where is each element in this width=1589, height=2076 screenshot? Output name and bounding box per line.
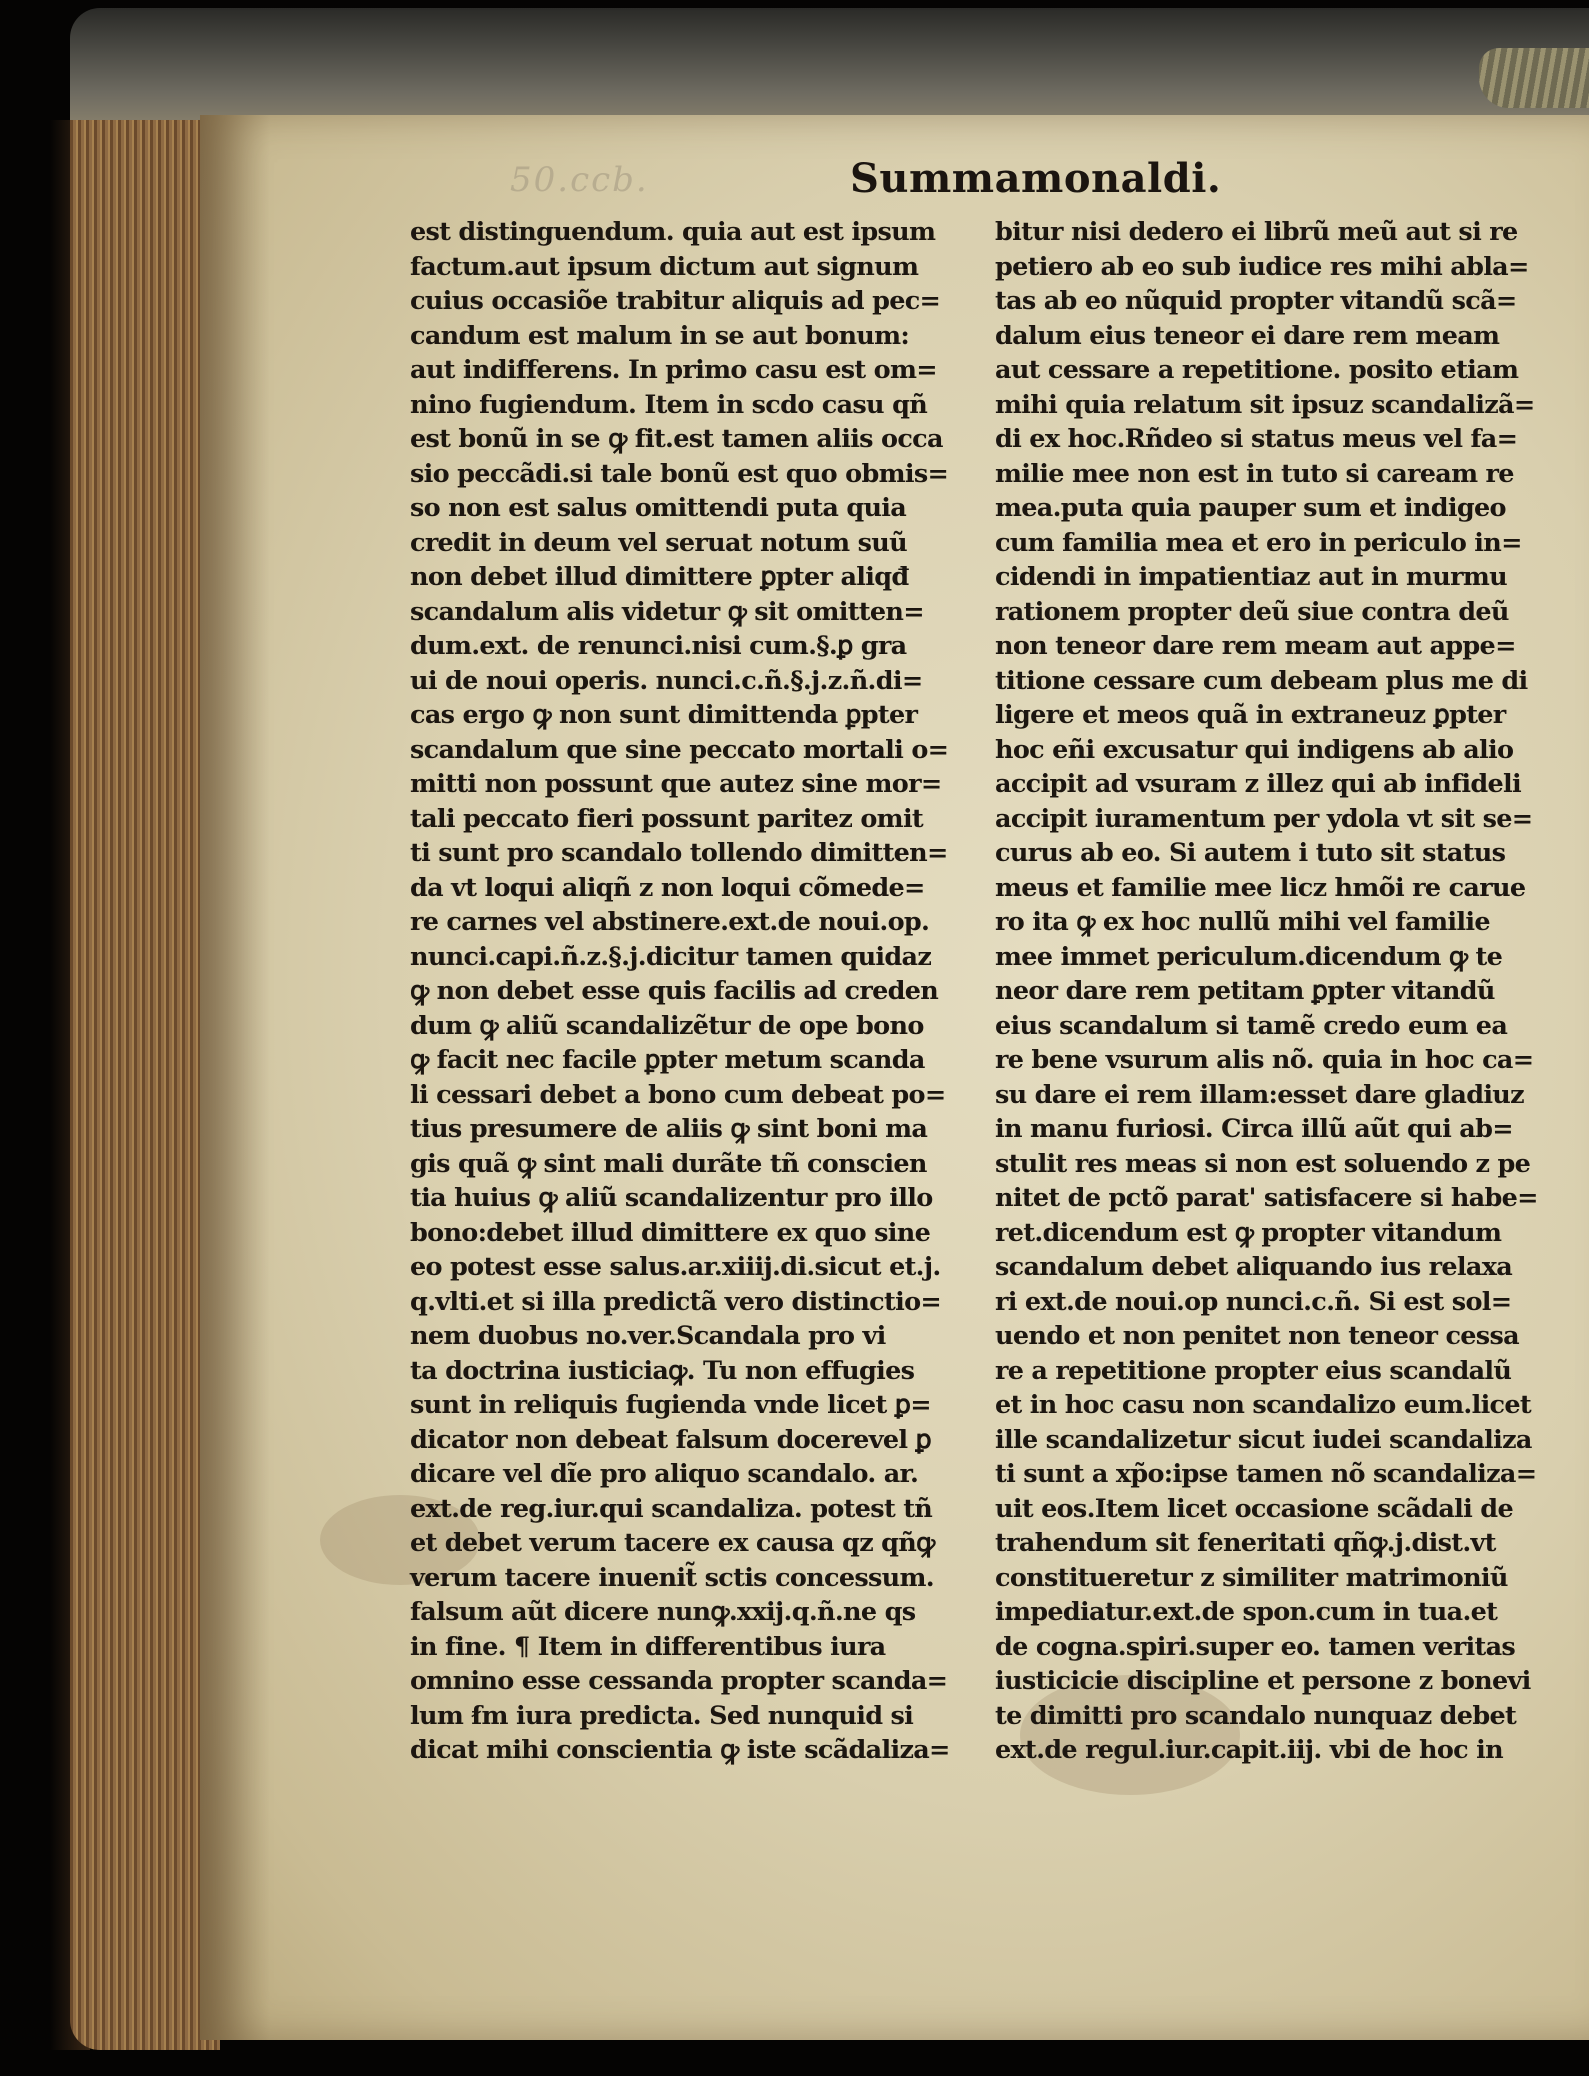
text-line: re carnes vel abstinere.ext.de noui.op. bbox=[410, 907, 930, 937]
text-line: nino fugiendum. Item in scdo casu qñ bbox=[410, 389, 928, 420]
text-line: gis quã ꝙ sint mali durãte tñ conscien bbox=[410, 1148, 927, 1179]
text-line: mee immet periculum.dicendum ꝙ te bbox=[995, 941, 1503, 972]
text-line: meus et familie mee licz hmõi re carue bbox=[995, 872, 1526, 903]
text-line: rationem propter deũ siue contra deũ bbox=[995, 596, 1509, 627]
text-line: eo potest esse salus.ar.xiiij.di.sicut et.j. bbox=[410, 1252, 941, 1282]
text-line: aut cessare a repetitione. posito etiam bbox=[995, 355, 1519, 385]
text-line: neor dare rem petitam ꝑpter vitandũ bbox=[995, 976, 1495, 1006]
text-line: su dare ei rem illam:esset dare gladiuz bbox=[995, 1079, 1524, 1110]
text-line: dalum eius teneor ei dare rem meam bbox=[995, 320, 1500, 351]
text-line: ta doctrina iusticiaꝙ. Tu non effugies bbox=[410, 1355, 915, 1386]
text-line: mea.puta quia pauper sum et indigeo bbox=[995, 493, 1506, 523]
text-line: dicat mihi conscientia ꝙ iste scãdaliza= bbox=[410, 1735, 950, 1765]
text-line: scandalum debet aliquando ius relaxa bbox=[995, 1252, 1513, 1282]
text-line: ille scandalizetur sicut iudei scandaliza bbox=[995, 1424, 1532, 1455]
text-line: nitet de pctõ parat' satisfacere si habe= bbox=[995, 1183, 1538, 1213]
text-line: petiero ab eo sub iudice res mihi abla= bbox=[995, 251, 1529, 282]
text-line: trahendum sit feneritati qñꝙ.j.dist.vt bbox=[995, 1528, 1496, 1558]
text-line: curus ab eo. Si autem i tuto sit status bbox=[995, 838, 1506, 868]
page-stack-edge bbox=[70, 120, 220, 2050]
text-line: non debet illud dimittere ꝑpter aliqđ bbox=[410, 562, 909, 592]
text-line: da vt loqui aliqñ z non loqui cõmede= bbox=[410, 872, 925, 903]
text-line: scandalum que sine peccato mortali o= bbox=[410, 734, 949, 765]
text-line: dum.ext. de renunci.nisi cum.§.ꝑ gra bbox=[410, 631, 907, 661]
text-line: in fine. ¶ Item in differentibus iura bbox=[410, 1631, 886, 1662]
printed-page bbox=[200, 115, 1589, 2040]
text-line: et debet verum tacere ex causa qz qñꝙ bbox=[410, 1528, 935, 1558]
text-line: et in hoc casu non scandalizo eum.licet bbox=[995, 1390, 1531, 1420]
text-line: de cogna.spiri.super eo. tamen veritas bbox=[995, 1631, 1516, 1662]
text-line: cuius occasiõe trabitur aliquis ad pec= bbox=[410, 286, 941, 316]
text-line: omnino esse cessanda propter scanda= bbox=[410, 1666, 948, 1696]
text-line: te dimitti pro scandalo nunquaz debet bbox=[995, 1700, 1517, 1731]
text-line: milie mee non est in tuto si caream re bbox=[995, 458, 1514, 489]
text-line: ꝙ facit nec facile ꝑpter metum scanda bbox=[410, 1045, 925, 1075]
bookmark-ribbon bbox=[1479, 48, 1589, 108]
text-line: sunt in reliquis fugienda vnde licet ꝑ= bbox=[410, 1390, 931, 1420]
text-line: nunci.capi.ñ.z.§.j.dicitur tamen quidaz bbox=[410, 941, 932, 972]
text-line: verum tacere inuenit̃ sctis concessum. bbox=[410, 1562, 934, 1593]
text-line: ꝙ non debet esse quis facilis ad creden bbox=[410, 976, 939, 1006]
text-line: tali peccato fieri possunt paritez omit bbox=[410, 803, 924, 834]
text-line: tia huius ꝙ aliũ scandalizentur pro illo bbox=[410, 1183, 933, 1213]
text-line: re a repetitione propter eius scandalũ bbox=[995, 1355, 1512, 1386]
text-line: ro ita ꝙ ex hoc nullũ mihi vel familie bbox=[995, 907, 1490, 937]
text-line: mitti non possunt que autez sine mor= bbox=[410, 769, 942, 799]
text-line: dicator non debeat falsum docerevel ꝑ bbox=[410, 1424, 931, 1455]
book-top-edge bbox=[70, 8, 1589, 128]
text-line: ri ext.de noui.op nunci.c.ñ. Si est sol= bbox=[995, 1286, 1512, 1317]
text-line: iusticicie discipline et persone z bonevi bbox=[995, 1666, 1531, 1696]
text-line: mihi quia relatum sit ipsuz scandalizã= bbox=[995, 389, 1535, 420]
text-line: tius presumere de aliis ꝙ sint boni ma bbox=[410, 1114, 928, 1144]
text-line: ti sunt a xp̃o:ipse tamen nõ scandaliza= bbox=[995, 1459, 1537, 1489]
text-line: bono:debet illud dimittere ex quo sine bbox=[410, 1217, 931, 1248]
text-line: ext.de regul.iur.capit.iij. vbi de hoc in bbox=[995, 1735, 1504, 1765]
running-head: Summamonaldi. bbox=[850, 155, 1222, 202]
text-line: nem duobus no.ver.Scandala pro vi bbox=[410, 1321, 886, 1351]
text-line: uendo et non penitet non teneor cessa bbox=[995, 1321, 1519, 1351]
text-line: uit eos.Item licet occasione scãdali de bbox=[995, 1493, 1513, 1524]
text-line: cum familia mea et ero in periculo in= bbox=[995, 527, 1522, 558]
text-line: cidendi in impatientiaz aut in murmu bbox=[995, 562, 1508, 592]
text-line: hoc eñi excusatur qui indigens ab alio bbox=[995, 734, 1514, 765]
pencil-folio-note: 50.ccb. bbox=[510, 160, 649, 200]
text-line: lum ẜm iura predicta. Sed nunquid si bbox=[410, 1700, 914, 1731]
text-line: accipit iuramentum per ydola vt sit se= bbox=[995, 803, 1533, 834]
text-line: credit in deum vel seruat notum suũ bbox=[410, 527, 907, 558]
gutter-shadow bbox=[200, 115, 270, 2040]
text-line: scandalum alis videtur ꝙ sit omitten= bbox=[410, 596, 924, 627]
text-line: candum est malum in se aut bonum: bbox=[410, 320, 910, 351]
text-line: eius scandalum si tamẽ credo eum ea bbox=[995, 1010, 1508, 1041]
text-line: sio peccãdi.si tale bonũ est quo obmis= bbox=[410, 458, 949, 489]
text-line: in manu furiosi. Circa illũ aũt qui ab= bbox=[995, 1114, 1513, 1144]
text-line: ret.dicendum est ꝙ propter vitandum bbox=[995, 1217, 1502, 1248]
text-line: li cessari debet a bono cum debeat po= bbox=[410, 1079, 946, 1110]
text-line: ext.de reg.iur.qui scandaliza. potest tñ bbox=[410, 1493, 933, 1524]
text-line: est bonũ in se ꝙ fit.est tamen aliis occa bbox=[410, 424, 943, 454]
text-line: ti sunt pro scandalo tollendo dimitten= bbox=[410, 838, 948, 868]
text-line: non teneor dare rem meam aut appe= bbox=[995, 631, 1516, 661]
text-line: stulit res meas si non est soluendo z pe bbox=[995, 1148, 1531, 1179]
text-column-left bbox=[410, 215, 970, 1768]
text-line: impediatur.ext.de spon.cum in tua.et bbox=[995, 1597, 1498, 1627]
text-line: constitueretur z similiter matrimoniũ bbox=[995, 1562, 1508, 1593]
text-line: dicare vel dĩe pro aliquo scandalo. ar. bbox=[410, 1459, 919, 1489]
text-line: bitur nisi dedero ei librũ meũ aut si re bbox=[995, 217, 1518, 247]
text-column-right bbox=[995, 215, 1555, 1768]
text-line: tas ab eo nũquid propter vitandũ scã= bbox=[995, 286, 1517, 316]
text-line: factum.aut ipsum dictum aut signum bbox=[410, 251, 919, 282]
text-line: aut indifferens. In primo casu est om= bbox=[410, 355, 937, 385]
text-line: re bene vsurum alis nõ. quia in hoc ca= bbox=[995, 1045, 1534, 1075]
text-line: so non est salus omittendi puta quia bbox=[410, 493, 907, 523]
text-line: ligere et meos quã in extraneuz ꝑpter bbox=[995, 700, 1506, 730]
text-line: cas ergo ꝙ non sunt dimittenda ꝑpter bbox=[410, 700, 918, 730]
text-line: dum ꝙ aliũ scandalizẽtur de ope bono bbox=[410, 1010, 924, 1041]
text-line: est distinguendum. quia aut est ipsum bbox=[410, 217, 936, 247]
text-line: falsum aũt dicere nunꝙ.xxij.q.ñ.ne qs bbox=[410, 1597, 916, 1627]
text-line: titione cessare cum debeam plus me di bbox=[995, 665, 1528, 696]
text-line: q.vlti.et si illa predictã vero distinctio= bbox=[410, 1286, 942, 1317]
text-line: di ex hoc.Rñdeo si status meus vel fa= bbox=[995, 424, 1518, 454]
text-line: ui de noui operis. nunci.c.ñ.§.j.z.ñ.di= bbox=[410, 665, 923, 696]
text-line: accipit ad vsuram z illez qui ab infideli bbox=[995, 769, 1521, 799]
